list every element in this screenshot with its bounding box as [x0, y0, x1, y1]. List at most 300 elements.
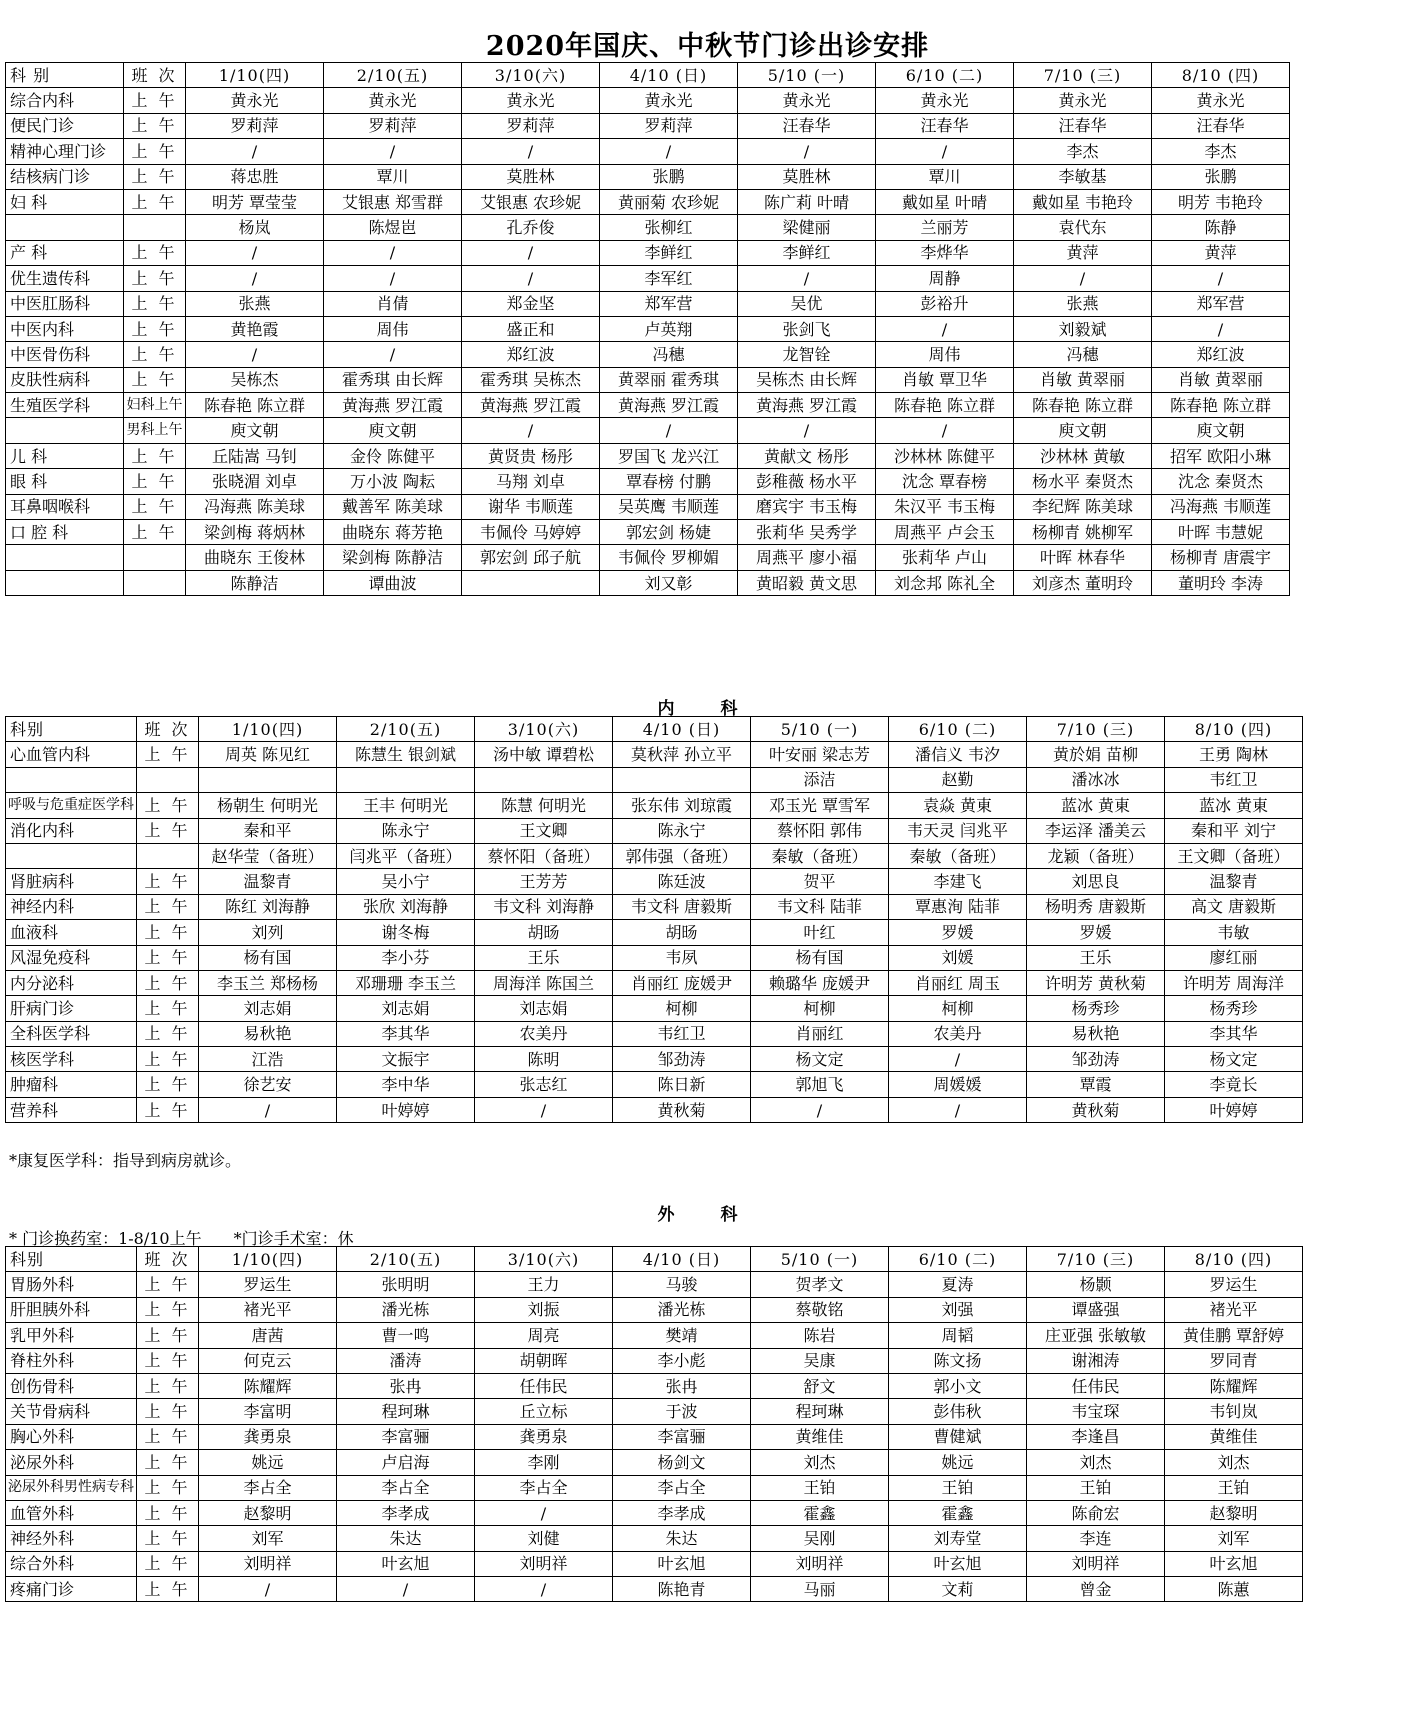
doctor-cell: 廖红丽: [1165, 945, 1303, 970]
doctor-cell: 叶晖 韦慧妮: [1152, 520, 1290, 545]
department-cell: 全科医学科: [6, 1021, 137, 1046]
doctor-cell: 黄永光: [186, 88, 324, 113]
shift-cell: 上 午: [137, 1072, 199, 1097]
table-row: [6, 393, 1290, 418]
doctor-cell: 周韬: [889, 1323, 1027, 1348]
doctor-cell: /: [889, 1047, 1027, 1072]
table-row: [6, 793, 1303, 818]
shift-cell: 上 午: [137, 1424, 199, 1449]
doctor-cell: 庾文朝: [1152, 418, 1290, 443]
doctor-cell: 邹劲涛: [1027, 1047, 1165, 1072]
doctor-cell: 黄翠丽 霍秀琪: [600, 367, 738, 392]
doctor-cell: 李占全: [337, 1475, 475, 1500]
shift-cell: 上 午: [137, 920, 199, 945]
doctor-cell: 任伟民: [475, 1373, 613, 1398]
shift-cell: 上 午: [124, 494, 186, 519]
doctor-cell: 郭小文: [889, 1373, 1027, 1398]
doctor-cell: 龙智铨: [738, 342, 876, 367]
doctor-cell: 龚勇泉: [199, 1424, 337, 1449]
doctor-cell: /: [876, 316, 1014, 341]
shift-cell: 上 午: [137, 1097, 199, 1122]
doctor-cell: 艾银惠 农珍妮: [462, 189, 600, 214]
doctor-cell: 肖丽红 庞媛尹: [613, 970, 751, 995]
doctor-cell: 张鹏: [600, 164, 738, 189]
doctor-cell: 夏涛: [889, 1272, 1027, 1297]
doctor-cell: 马丽: [751, 1577, 889, 1602]
doctor-cell: 曲晓东 王俊林: [186, 545, 324, 570]
shift-cell: 上 午: [137, 1577, 199, 1602]
doctor-cell: 文振宇: [337, 1047, 475, 1072]
table-row: [6, 1021, 1303, 1046]
department-cell: [6, 545, 124, 570]
doctor-cell: 任伟民: [1027, 1373, 1165, 1398]
table-row: [6, 1272, 1303, 1297]
doctor-cell: 梁健丽: [738, 215, 876, 240]
column-header: 5/10 (一): [751, 1247, 889, 1272]
doctor-cell: 樊靖: [613, 1323, 751, 1348]
doctor-cell: /: [889, 1097, 1027, 1122]
shift-cell: 上 午: [124, 316, 186, 341]
doctor-cell: 黄献文 杨彤: [738, 443, 876, 468]
doctor-cell: 杨秀珍: [1027, 996, 1165, 1021]
table-row: [6, 1500, 1303, 1525]
doctor-cell: 张东伟 刘琼霞: [613, 793, 751, 818]
doctor-cell: 韦夙: [613, 945, 751, 970]
doctor-cell: 黄於娟 苗柳: [1027, 742, 1165, 767]
doctor-cell: 吴栋杰: [186, 367, 324, 392]
doctor-cell: 曹健斌: [889, 1424, 1027, 1449]
doctor-cell: 莫胜林: [462, 164, 600, 189]
doctor-cell: 蔡敬铭: [751, 1297, 889, 1322]
doctor-cell: 汤中敏 谭碧松: [475, 742, 613, 767]
doctor-cell: 吴优: [738, 291, 876, 316]
doctor-cell: 杨岚: [186, 215, 324, 240]
doctor-cell: 柯柳: [613, 996, 751, 1021]
doctor-cell: 舒文: [751, 1373, 889, 1398]
doctor-cell: 潘冰冰: [1027, 767, 1165, 792]
doctor-cell: 庾文朝: [1014, 418, 1152, 443]
doctor-cell: 李烨华: [876, 240, 1014, 265]
shift-cell: 上 午: [124, 291, 186, 316]
department-cell: 血管外科: [6, 1500, 137, 1525]
doctor-cell: 黄维佳: [751, 1424, 889, 1449]
doctor-cell: 刘寿堂: [889, 1526, 1027, 1551]
shift-cell: 上 午: [137, 818, 199, 843]
doctor-cell: 农美丹: [889, 1021, 1027, 1046]
doctor-cell: 李竟长: [1165, 1072, 1303, 1097]
doctor-cell: 赵勤: [889, 767, 1027, 792]
doctor-cell: 黄维佳: [1165, 1424, 1303, 1449]
department-cell: 耳鼻咽喉科: [6, 494, 124, 519]
doctor-cell: 冯海燕 韦顺莲: [1152, 494, 1290, 519]
doctor-cell: 叶安丽 梁志芳: [751, 742, 889, 767]
doctor-cell: 张志红: [475, 1072, 613, 1097]
general-schedule-table: [5, 62, 1290, 596]
doctor-cell: 赖璐华 庞媛尹: [751, 970, 889, 995]
table-row: [6, 1348, 1303, 1373]
doctor-cell: 蓝冰 黄東: [1165, 793, 1303, 818]
doctor-cell: 肖倩: [324, 291, 462, 316]
doctor-cell: 李小彪: [613, 1348, 751, 1373]
table-row: [6, 1577, 1303, 1602]
department-cell: [6, 843, 137, 868]
column-header: 8/10 (四): [1165, 717, 1303, 742]
doctor-cell: 黄贤贵 杨彤: [462, 443, 600, 468]
doctor-cell: 陈静洁: [186, 570, 324, 595]
table-row: [6, 1097, 1303, 1122]
table-row: [6, 164, 1290, 189]
table-row: [6, 316, 1290, 341]
doctor-cell: 吴康: [751, 1348, 889, 1373]
department-cell: 泌尿外科: [6, 1450, 137, 1475]
column-header: 2/10(五): [324, 63, 462, 88]
doctor-cell: 周燕平 卢会玉: [876, 520, 1014, 545]
doctor-cell: 梁剑梅 蒋炳林: [186, 520, 324, 545]
doctor-cell: 庾文朝: [324, 418, 462, 443]
doctor-cell: 李杰: [1014, 139, 1152, 164]
doctor-cell: 胡朝晖: [475, 1348, 613, 1373]
doctor-cell: 王文卿: [475, 818, 613, 843]
doctor-cell: 周静: [876, 266, 1014, 291]
shift-cell: 上 午: [137, 1021, 199, 1046]
doctor-cell: /: [1152, 316, 1290, 341]
doctor-cell: 李富骊: [337, 1424, 475, 1449]
doctor-cell: 彭伟秋: [889, 1399, 1027, 1424]
doctor-cell: 罗运生: [199, 1272, 337, 1297]
doctor-cell: 周伟: [324, 316, 462, 341]
column-header: 2/10(五): [337, 717, 475, 742]
doctor-cell: 陈岩: [751, 1323, 889, 1348]
doctor-cell: [337, 767, 475, 792]
table-row: [6, 767, 1303, 792]
shift-cell: 上 午: [137, 996, 199, 1021]
doctor-cell: 李占全: [613, 1475, 751, 1500]
department-cell: 肝病门诊: [6, 996, 137, 1021]
doctor-cell: 唐茜: [199, 1323, 337, 1348]
doctor-cell: 叶婷婷: [337, 1097, 475, 1122]
doctor-cell: 黄永光: [738, 88, 876, 113]
doctor-cell: 刘军: [199, 1526, 337, 1551]
table-row: [6, 545, 1290, 570]
doctor-cell: 戴如星 叶晴: [876, 189, 1014, 214]
doctor-cell: 刘军: [1165, 1526, 1303, 1551]
column-header: 5/10 (一): [751, 717, 889, 742]
doctor-cell: 万小波 陶耘: [324, 469, 462, 494]
doctor-cell: 曾金: [1027, 1577, 1165, 1602]
shift-cell: 上 午: [137, 1348, 199, 1373]
doctor-cell: 龚勇泉: [475, 1424, 613, 1449]
doctor-cell: [199, 767, 337, 792]
column-header: 3/10(六): [462, 63, 600, 88]
column-header: 2/10(五): [337, 1247, 475, 1272]
doctor-cell: 郑红波: [1152, 342, 1290, 367]
table-row: [6, 970, 1303, 995]
department-cell: 妇 科: [6, 189, 124, 214]
doctor-cell: 沈念 秦贤杰: [1152, 469, 1290, 494]
doctor-cell: 秦敏（备班）: [889, 843, 1027, 868]
column-header: 4/10 (日): [600, 63, 738, 88]
doctor-cell: 罗同青: [1165, 1348, 1303, 1373]
doctor-cell: 陈俞宏: [1027, 1500, 1165, 1525]
doctor-cell: 曲晓东 蒋芳艳: [324, 520, 462, 545]
shift-cell: 上 午: [124, 266, 186, 291]
doctor-cell: 沙林林 黄敏: [1014, 443, 1152, 468]
doctor-cell: 罗莉萍: [186, 113, 324, 138]
shift-cell: 上 午: [137, 1399, 199, 1424]
doctor-cell: 潘涛: [337, 1348, 475, 1373]
doctor-cell: 罗莉萍: [462, 113, 600, 138]
doctor-cell: 李鲜红: [600, 240, 738, 265]
doctor-cell: 刘媛: [889, 945, 1027, 970]
table-row: [6, 1297, 1303, 1322]
doctor-cell: 李刚: [475, 1450, 613, 1475]
doctor-cell: 黄萍: [1014, 240, 1152, 265]
shift-cell: 上 午: [124, 164, 186, 189]
doctor-cell: 李纪辉 陈美球: [1014, 494, 1152, 519]
doctor-cell: 肖丽红 周玉: [889, 970, 1027, 995]
doctor-cell: 贺孝文: [751, 1272, 889, 1297]
shift-cell: 上 午: [137, 1272, 199, 1297]
column-header: 班 次: [124, 63, 186, 88]
department-cell: 神经外科: [6, 1526, 137, 1551]
column-header: 4/10 (日): [613, 717, 751, 742]
page-title: 2020年国庆、中秋节门诊出诊安排: [485, 31, 930, 62]
doctor-cell: 李其华: [337, 1021, 475, 1046]
doctor-cell: 温黎青: [1165, 869, 1303, 894]
doctor-cell: 李军红: [600, 266, 738, 291]
table-row: [6, 266, 1290, 291]
department-cell: [6, 570, 124, 595]
shift-cell: 上 午: [137, 1323, 199, 1348]
doctor-cell: 黄秋菊: [613, 1097, 751, 1122]
doctor-cell: 韦宝琛: [1027, 1399, 1165, 1424]
doctor-cell: 陈日新: [613, 1072, 751, 1097]
doctor-cell: /: [186, 240, 324, 265]
doctor-cell: 黄永光: [876, 88, 1014, 113]
shift-cell: 上 午: [124, 367, 186, 392]
doctor-cell: 刘明祥: [199, 1551, 337, 1576]
doctor-cell: 谢冬梅: [337, 920, 475, 945]
column-header: 6/10 (二): [889, 1247, 1027, 1272]
doctor-cell: 吴小宁: [337, 869, 475, 894]
doctor-cell: 褚光平: [199, 1297, 337, 1322]
table-row: [6, 139, 1290, 164]
column-header: 科 别: [6, 63, 124, 88]
shift-cell: 上 午: [137, 945, 199, 970]
doctor-cell: 李富骊: [613, 1424, 751, 1449]
doctor-cell: 周伟: [876, 342, 1014, 367]
doctor-cell: 周媛媛: [889, 1072, 1027, 1097]
doctor-cell: 陈慧生 银剑斌: [337, 742, 475, 767]
doctor-cell: 郭宏剑 杨婕: [600, 520, 738, 545]
doctor-cell: 张柳红: [600, 215, 738, 240]
column-header: 科别: [6, 1247, 137, 1272]
doctor-cell: 刘健: [475, 1526, 613, 1551]
doctor-cell: 杨颢: [1027, 1272, 1165, 1297]
department-cell: [6, 215, 124, 240]
doctor-cell: 王芳芳: [475, 869, 613, 894]
column-header: 5/10 (一): [738, 63, 876, 88]
doctor-cell: /: [600, 139, 738, 164]
doctor-cell: 杨水平 秦贤杰: [1014, 469, 1152, 494]
header-row: [6, 1247, 1303, 1272]
shift-cell: [137, 843, 199, 868]
table-row: [6, 945, 1303, 970]
doctor-cell: 温黎青: [199, 869, 337, 894]
doctor-cell: 陈红 刘海静: [199, 894, 337, 919]
doctor-cell: 胡旸: [613, 920, 751, 945]
table-row: [6, 240, 1290, 265]
column-header: 6/10 (二): [876, 63, 1014, 88]
doctor-cell: 吴刚: [751, 1526, 889, 1551]
doctor-cell: 冯穗: [600, 342, 738, 367]
doctor-cell: 谢湘涛: [1027, 1348, 1165, 1373]
doctor-cell: /: [186, 342, 324, 367]
doctor-cell: 韦文科 陆菲: [751, 894, 889, 919]
doctor-cell: 黄永光: [600, 88, 738, 113]
table-row: [6, 215, 1290, 240]
doctor-cell: /: [600, 418, 738, 443]
doctor-cell: 秦和平 刘宁: [1165, 818, 1303, 843]
department-cell: 胸心外科: [6, 1424, 137, 1449]
doctor-cell: 周燕平 廖小福: [738, 545, 876, 570]
department-cell: 核医学科: [6, 1047, 137, 1072]
doctor-cell: 杨柳青 姚柳军: [1014, 520, 1152, 545]
doctor-cell: 陈春艳 陈立群: [1014, 393, 1152, 418]
doctor-cell: 赵华莹（备班）: [199, 843, 337, 868]
doctor-cell: 潘光栋: [337, 1297, 475, 1322]
doctor-cell: 陈廷波: [613, 869, 751, 894]
doctor-cell: 磨宾宇 韦玉梅: [738, 494, 876, 519]
shift-cell: 上 午: [124, 520, 186, 545]
doctor-cell: /: [186, 266, 324, 291]
doctor-cell: 叶玄旭: [1165, 1551, 1303, 1576]
doctor-cell: 陈春艳 陈立群: [186, 393, 324, 418]
doctor-cell: 闫兆平（备班）: [337, 843, 475, 868]
internal-schedule-table: [5, 716, 1303, 1123]
doctor-cell: 彭稚薇 杨水平: [738, 469, 876, 494]
doctor-cell: 黄永光: [462, 88, 600, 113]
doctor-cell: /: [1014, 266, 1152, 291]
doctor-cell: /: [324, 342, 462, 367]
table-row: [6, 113, 1290, 138]
doctor-cell: /: [462, 418, 600, 443]
doctor-cell: 肖敏 黄翠丽: [1014, 367, 1152, 392]
internal-note: *康复医学科：指导到病房就诊。: [9, 1151, 242, 1170]
doctor-cell: 姚远: [889, 1450, 1027, 1475]
doctor-cell: 刘志娟: [337, 996, 475, 1021]
doctor-cell: 招军 欧阳小琳: [1152, 443, 1290, 468]
shift-cell: 上 午: [137, 1297, 199, 1322]
doctor-cell: /: [876, 418, 1014, 443]
doctor-cell: 肖敏 覃卫华: [876, 367, 1014, 392]
shift-cell: 上 午: [137, 1500, 199, 1525]
department-cell: 疼痛门诊: [6, 1577, 137, 1602]
doctor-cell: 杨有国: [199, 945, 337, 970]
department-cell: 肿瘤科: [6, 1072, 137, 1097]
shift-cell: 上 午: [137, 1475, 199, 1500]
doctor-cell: 张燕: [1014, 291, 1152, 316]
doctor-cell: 陈煜岜: [324, 215, 462, 240]
doctor-cell: 邹劲涛: [613, 1047, 751, 1072]
doctor-cell: 刘明祥: [475, 1551, 613, 1576]
shift-cell: 上 午: [124, 469, 186, 494]
table-row: [6, 418, 1290, 443]
doctor-cell: 汪春华: [876, 113, 1014, 138]
column-header: 8/10 (四): [1152, 63, 1290, 88]
doctor-cell: 霍秀琪 吴栋杰: [462, 367, 600, 392]
column-header: 1/10(四): [186, 63, 324, 88]
table-row: [6, 494, 1290, 519]
column-header: 班 次: [137, 717, 199, 742]
doctor-cell: 盛正和: [462, 316, 600, 341]
doctor-cell: 杨秀珍: [1165, 996, 1303, 1021]
column-header: 1/10(四): [199, 717, 337, 742]
doctor-cell: 刘又彰: [600, 570, 738, 595]
doctor-cell: 吴英鹰 韦顺莲: [600, 494, 738, 519]
doctor-cell: 王丰 何明光: [337, 793, 475, 818]
department-cell: 营养科: [6, 1097, 137, 1122]
doctor-cell: 韦佩伶 马婷婷: [462, 520, 600, 545]
department-cell: 肾脏病科: [6, 869, 137, 894]
doctor-cell: 陈明: [475, 1047, 613, 1072]
doctor-cell: /: [324, 139, 462, 164]
doctor-cell: 刘列: [199, 920, 337, 945]
table-row: [6, 843, 1303, 868]
doctor-cell: 许明芳 周海洋: [1165, 970, 1303, 995]
doctor-cell: 陈永宁: [337, 818, 475, 843]
doctor-cell: 叶玄旭: [889, 1551, 1027, 1576]
doctor-cell: /: [324, 266, 462, 291]
doctor-cell: 卢英翔: [600, 316, 738, 341]
doctor-cell: 覃惠洵 陆菲: [889, 894, 1027, 919]
doctor-cell: 肖丽红: [751, 1021, 889, 1046]
doctor-cell: 于波: [613, 1399, 751, 1424]
department-cell: 胃肠外科: [6, 1272, 137, 1297]
doctor-cell: 周海洋 陈国兰: [475, 970, 613, 995]
doctor-cell: 龙颖（备班）: [1027, 843, 1165, 868]
column-header: 3/10(六): [475, 717, 613, 742]
table-row: [6, 469, 1290, 494]
doctor-cell: 张欣 刘海静: [337, 894, 475, 919]
column-header: 8/10 (四): [1165, 1247, 1303, 1272]
doctor-cell: 秦敏（备班）: [751, 843, 889, 868]
doctor-cell: 覃川: [876, 164, 1014, 189]
shift-cell: 上 午: [124, 342, 186, 367]
department-cell: 皮肤性病科: [6, 367, 124, 392]
doctor-cell: 黄海燕 罗江霞: [738, 393, 876, 418]
doctor-cell: 庾文朝: [186, 418, 324, 443]
doctor-cell: 韦红卫: [1165, 767, 1303, 792]
department-cell: 关节骨病科: [6, 1399, 137, 1424]
shift-cell: 上 午: [137, 793, 199, 818]
doctor-cell: 袁代东: [1014, 215, 1152, 240]
doctor-cell: 朱汉平 韦玉梅: [876, 494, 1014, 519]
doctor-cell: 韦佩伶 罗柳媚: [600, 545, 738, 570]
doctor-cell: 李孝成: [613, 1500, 751, 1525]
doctor-cell: 赵黎明: [199, 1500, 337, 1525]
table-row: [6, 869, 1303, 894]
shift-cell: 上 午: [124, 189, 186, 214]
doctor-cell: /: [475, 1500, 613, 1525]
table-row: [6, 894, 1303, 919]
doctor-cell: 黄永光: [1014, 88, 1152, 113]
department-cell: 脊柱外科: [6, 1348, 137, 1373]
header-row: [6, 717, 1303, 742]
doctor-cell: 杨朝生 何明光: [199, 793, 337, 818]
doctor-cell: 刘杰: [1165, 1450, 1303, 1475]
doctor-cell: 李敏基: [1014, 164, 1152, 189]
